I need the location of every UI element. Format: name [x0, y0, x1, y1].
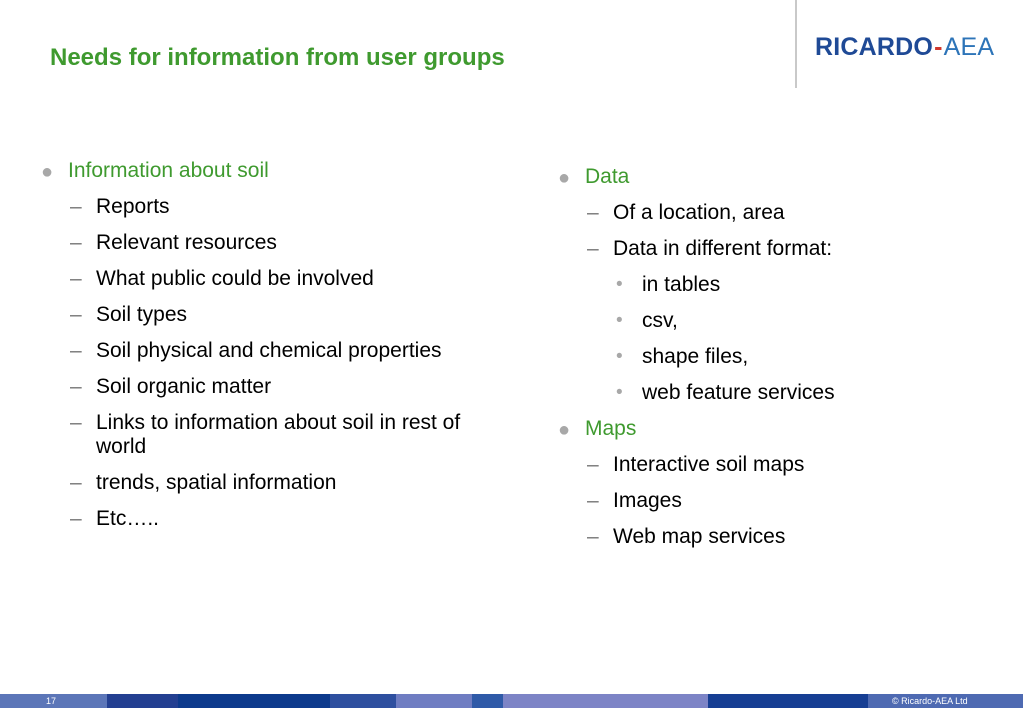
bullet-information-about-soil [41, 159, 521, 183]
sub-bullet-soil-types [41, 303, 521, 327]
dash-marker: – [587, 489, 599, 512]
sub-bullet-text: trends, spatial information [96, 471, 337, 494]
footer-segment [708, 694, 868, 708]
sub-bullet-relevant-resources [41, 231, 521, 255]
sub-bullet-text: Soil organic matter [96, 375, 272, 398]
bullet-marker: ● [41, 161, 54, 183]
sub-bullet-text: Soil types [96, 303, 188, 326]
dot-marker: • [616, 274, 623, 295]
dash-marker: – [70, 471, 82, 494]
footer-segment [107, 694, 178, 708]
bullet-heading: Data [585, 165, 630, 188]
sub-bullet-text: Web map services [613, 525, 786, 548]
page-number: 17 [46, 696, 57, 706]
format-item-text: shape files, [642, 345, 749, 368]
dot-marker: • [616, 382, 623, 403]
sub-bullet-text: Relevant resources [96, 231, 277, 254]
bullet-heading: Information about soil [68, 159, 269, 182]
footer-segment [396, 694, 472, 708]
bullet-maps [558, 417, 988, 441]
sub-bullet-location-area [558, 201, 988, 225]
dot-marker: • [616, 310, 623, 331]
sub-bullet-soil-properties [41, 339, 521, 363]
sub-bullet-public-involvement [41, 267, 521, 291]
sub-bullet-data-formats [558, 237, 988, 261]
format-item-text: in tables [642, 273, 721, 296]
left-bullet-column [41, 159, 521, 543]
sub-bullet-images [558, 489, 988, 513]
format-csv [558, 309, 988, 333]
format-shape-files [558, 345, 988, 369]
bullet-marker: ● [558, 419, 571, 441]
sub-bullet-etc [41, 507, 521, 531]
sub-bullet-text: Etc….. [96, 507, 160, 530]
dash-marker: – [587, 525, 599, 548]
footer-bar [0, 694, 1023, 708]
dash-marker: – [70, 267, 82, 290]
sub-bullet-text: Data in different format: [613, 237, 833, 260]
sub-bullet-text: Images [613, 489, 682, 512]
logo-separator: - [934, 33, 943, 61]
sub-bullet-web-map-services [558, 525, 988, 549]
sub-bullet-text: Reports [96, 195, 170, 218]
sub-bullet-world-soil-links [41, 411, 516, 459]
footer-segment [472, 694, 503, 708]
sub-bullet-text: Of a location, area [613, 201, 785, 224]
dash-marker: – [70, 507, 82, 530]
format-item-text: web feature services [642, 381, 835, 404]
sub-bullet-text: Links to information about soil in rest of world [96, 411, 461, 458]
footer-segment [178, 694, 330, 708]
dash-marker: – [70, 339, 82, 362]
sub-bullet-trends [41, 471, 521, 495]
logo-primary-text: RICARDO [815, 33, 934, 61]
dash-marker: – [587, 201, 599, 224]
dash-marker: – [70, 303, 82, 326]
right-bullet-column [558, 165, 988, 561]
sub-bullet-text: Soil physical and chemical properties [96, 339, 442, 362]
dash-marker: – [70, 375, 82, 398]
sub-bullet-text: Interactive soil maps [613, 453, 805, 476]
copyright-text: © Ricardo-AEA Ltd [892, 696, 968, 706]
dash-marker: – [70, 411, 82, 434]
format-item-text: csv, [642, 309, 678, 332]
sub-bullet-interactive-soil-maps [558, 453, 988, 477]
dash-marker: – [70, 195, 82, 218]
footer-segment [330, 694, 396, 708]
sub-bullet-reports [41, 195, 521, 219]
sub-bullet-soil-organic-matter [41, 375, 521, 399]
sub-bullet-text: What public could be involved [96, 267, 374, 290]
dash-marker: – [70, 231, 82, 254]
ricardo-aea-logo [815, 31, 994, 63]
dash-marker: – [587, 237, 599, 260]
bullet-heading: Maps [585, 417, 637, 440]
slide-title: Needs for information from user groups [50, 44, 505, 71]
logo-secondary-text: AEA [943, 33, 995, 61]
format-web-feature-services [558, 381, 988, 405]
dot-marker: • [616, 346, 623, 367]
footer-segment [503, 694, 708, 708]
bullet-marker: ● [558, 167, 571, 189]
bullet-data [558, 165, 988, 189]
format-tables [558, 273, 988, 297]
logo-divider [795, 0, 797, 88]
dash-marker: – [587, 453, 599, 476]
